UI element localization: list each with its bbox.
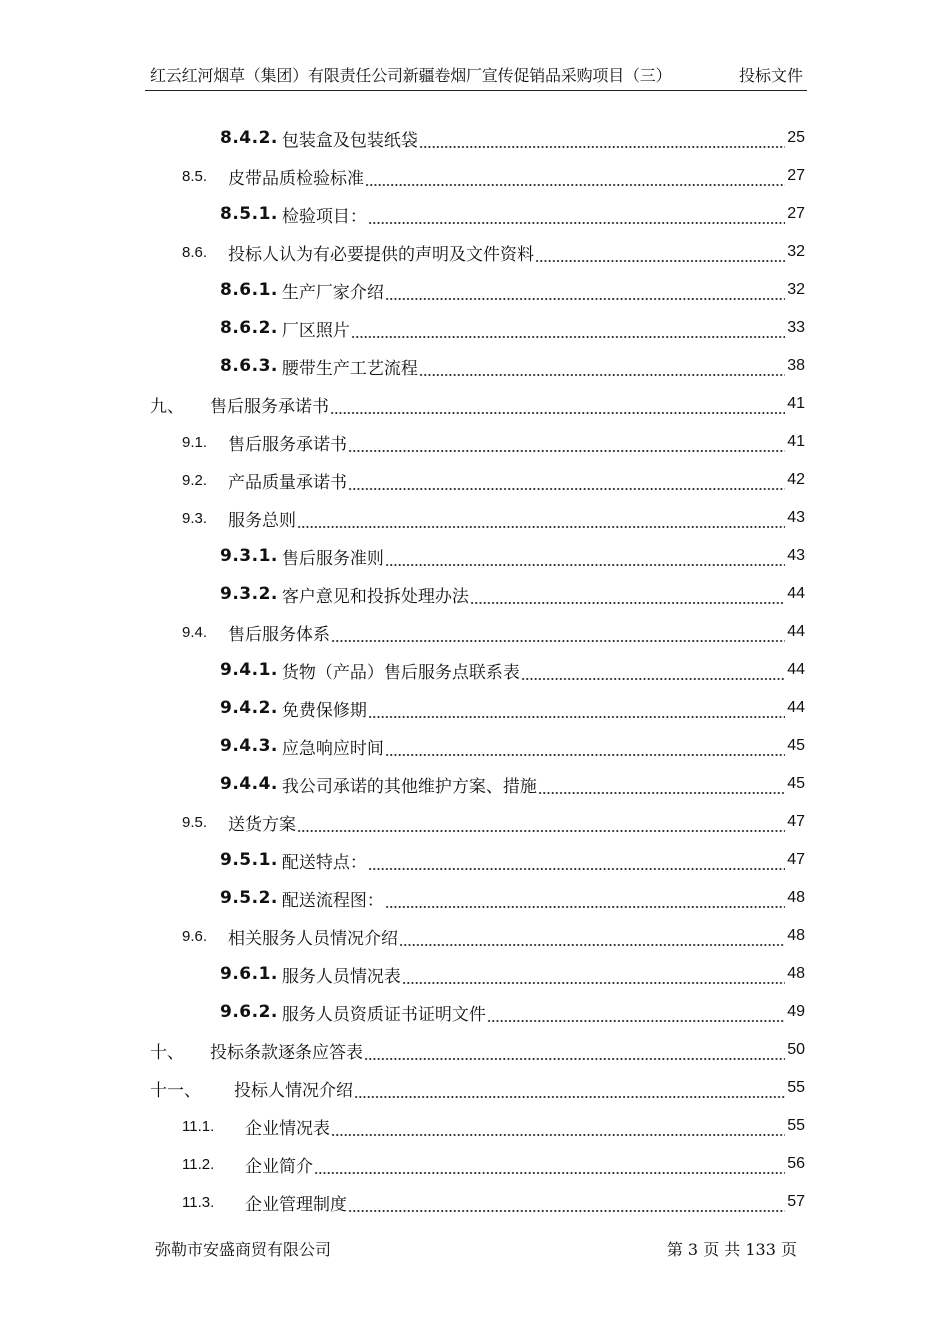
toc-entry-page: 32 [787, 281, 805, 298]
toc-entry-title: 服务人员情况表 [281, 966, 401, 987]
toc-entry-title: 相关服务人员情况介绍 [228, 928, 398, 949]
toc-entry[interactable] [220, 119, 805, 157]
toc-entry-page: 41 [787, 395, 805, 412]
toc-entry[interactable] [220, 689, 805, 727]
toc-leader-dots [297, 819, 785, 833]
toc-leader-dots [399, 933, 785, 947]
toc-entry[interactable] [150, 1069, 805, 1107]
header-title: 红云红河烟草（集团）有限责任公司新疆卷烟厂宣传促销品采购项目（三） [150, 66, 672, 85]
toc-entry-title: 检验项目： [281, 206, 367, 227]
toc-entry[interactable] [220, 575, 805, 613]
toc-entry-page: 27 [787, 205, 805, 222]
toc-entry-page: 47 [787, 851, 805, 868]
toc-entry-page: 48 [787, 927, 805, 944]
toc-entry-number: 9.2. [182, 471, 208, 489]
footer-company: 弥勒市安盛商贸有限公司 [155, 1240, 332, 1259]
toc-entry-title: 我公司承诺的其他维护方案、措施 [281, 776, 537, 797]
toc-entry[interactable] [220, 879, 805, 917]
toc-entry-page: 57 [787, 1193, 805, 1210]
toc-leader-dots [470, 591, 785, 605]
toc-leader-dots [535, 249, 785, 263]
toc-entry-title: 服务人员资质证书证明文件 [281, 1004, 486, 1025]
toc-entry-number: 9.1. [182, 433, 208, 451]
toc-entry[interactable] [182, 499, 805, 537]
toc-entry-title: 企业简介 [245, 1156, 313, 1177]
toc-entry-title: 投标人认为有必要提供的声明及文件资料 [228, 244, 534, 265]
toc-entry[interactable] [220, 993, 805, 1031]
toc-entry[interactable] [220, 727, 805, 765]
toc-entry-number: 9.4.4. [220, 774, 278, 794]
toc-entry-number: 9.3.1. [220, 546, 278, 566]
toc-leader-dots [314, 1161, 785, 1175]
toc-entry-page: 49 [787, 1003, 805, 1020]
toc-entry-page: 33 [787, 319, 805, 336]
toc-entry-title: 投标条款逐条应答表 [210, 1042, 363, 1063]
toc-entry-title: 腰带生产工艺流程 [281, 358, 418, 379]
toc-entry-page: 48 [787, 889, 805, 906]
toc-entry-number: 8.5.1. [220, 204, 278, 224]
toc-leader-dots [385, 743, 785, 757]
toc-entry-number: 8.6.1. [220, 280, 278, 300]
toc-entry-number: 9.4. [182, 623, 208, 641]
toc-leader-dots [330, 401, 785, 415]
toc-entry-number: 9.4.2. [220, 698, 278, 718]
toc-entry[interactable] [220, 651, 805, 689]
toc-leader-dots [351, 325, 785, 339]
toc-entry-page: 42 [787, 471, 805, 488]
toc-entry-title: 售后服务承诺书 [228, 434, 347, 455]
toc-entry-number: 9.4.1. [220, 660, 278, 680]
toc-entry-number: 9.6. [182, 927, 208, 945]
toc-entry-number: 9.5.2. [220, 888, 278, 908]
toc-entry[interactable] [220, 955, 805, 993]
toc-entry-title: 产品质量承诺书 [228, 472, 347, 493]
toc-entry-number: 9.5.1. [220, 850, 278, 870]
toc-entry[interactable] [150, 385, 805, 423]
toc-leader-dots [331, 1123, 785, 1137]
toc-entry-number: 11.2. [182, 1155, 215, 1173]
toc-entry-title: 送货方案 [228, 814, 296, 835]
toc-entry-page: 38 [787, 357, 805, 374]
toc-entry-number: 9.6.2. [220, 1002, 278, 1022]
toc-leader-dots [521, 667, 785, 681]
toc-entry-title: 企业管理制度 [245, 1194, 347, 1215]
toc-leader-dots [419, 363, 785, 377]
toc-entry[interactable] [182, 233, 805, 271]
toc-entry-page: 48 [787, 965, 805, 982]
toc-entry[interactable] [182, 613, 805, 651]
page-footer [155, 1238, 797, 1262]
header-doc-type: 投标文件 [738, 66, 803, 85]
toc-entry-page: 44 [787, 661, 805, 678]
toc-entry-page: 43 [787, 509, 805, 526]
toc-leader-dots [364, 1047, 785, 1061]
toc-entry-number: 8.6. [182, 243, 208, 261]
toc-leader-dots [297, 515, 785, 529]
toc-leader-dots [354, 1085, 785, 1099]
toc-leader-dots [365, 173, 785, 187]
toc-leader-dots [385, 895, 785, 909]
toc-leader-dots [402, 971, 785, 985]
toc-leader-dots [368, 857, 785, 871]
toc-entry-number: 9.3. [182, 509, 208, 527]
toc-entry-number: 9.6.1. [220, 964, 278, 984]
toc-leader-dots [348, 477, 785, 491]
toc-entry[interactable] [182, 803, 805, 841]
toc-entry[interactable] [220, 195, 805, 233]
toc-leader-dots [538, 781, 785, 795]
toc-leader-dots [331, 629, 785, 643]
toc-leader-dots [348, 439, 785, 453]
toc-leader-dots [368, 211, 785, 225]
toc-entry-number: 8.6.2. [220, 318, 278, 338]
toc-entry-page: 41 [787, 433, 805, 450]
toc-entry-title: 应急响应时间 [281, 738, 384, 759]
toc-leader-dots [487, 1009, 785, 1023]
toc-entry-page: 27 [787, 167, 805, 184]
toc-entry-page: 32 [787, 243, 805, 260]
toc-entry-title: 货物（产品）售后服务点联系表 [281, 662, 520, 683]
toc-leader-dots [419, 135, 785, 149]
toc-entry-number: 9.3.2. [220, 584, 278, 604]
toc-entry-title: 售后服务准则 [281, 548, 384, 569]
toc-entry-title: 厂区照片 [281, 320, 350, 341]
toc-entry-number: 8.5. [182, 167, 208, 185]
toc-entry[interactable] [220, 765, 805, 803]
toc-entry-title: 服务总则 [228, 510, 296, 531]
toc-entry-title: 售后服务承诺书 [210, 396, 329, 417]
toc-entry[interactable] [182, 423, 805, 461]
toc-entry-number: 9.4.3. [220, 736, 278, 756]
toc-entry-title: 生产厂家介绍 [281, 282, 384, 303]
toc-entry-title: 配送流程图： [281, 890, 384, 911]
toc-entry-title: 免费保修期 [281, 700, 367, 721]
toc-entry-page: 43 [787, 547, 805, 564]
toc-entry-page: 44 [787, 699, 805, 716]
toc-entry[interactable] [182, 1183, 805, 1221]
toc-entry-page: 45 [787, 737, 805, 754]
toc-leader-dots [385, 287, 785, 301]
toc-entry-number: 九、 [150, 396, 184, 417]
toc-entry-title: 配送特点： [281, 852, 367, 873]
toc-entry-page: 44 [787, 585, 805, 602]
toc-entry[interactable] [220, 841, 805, 879]
toc-entry[interactable] [220, 537, 805, 575]
toc-entry-title: 皮带品质检验标准 [228, 168, 364, 189]
toc-entry-number: 8.4.2. [220, 128, 278, 148]
toc-leader-dots [368, 705, 785, 719]
toc-entry[interactable] [220, 271, 805, 309]
toc-entry[interactable] [182, 461, 805, 499]
toc-entry-page: 50 [787, 1041, 805, 1058]
toc-entry-page: 45 [787, 775, 805, 792]
toc-entry-number: 11.3. [182, 1193, 215, 1211]
toc-entry-number: 十一、 [150, 1080, 201, 1101]
page-header [145, 62, 807, 91]
toc-entry[interactable] [220, 347, 805, 385]
toc-entry-page: 55 [787, 1117, 805, 1134]
toc-leader-dots [385, 553, 785, 567]
toc-entry-page: 47 [787, 813, 805, 830]
toc-entry[interactable] [182, 1145, 805, 1183]
toc-entry-number: 8.6.3. [220, 356, 278, 376]
toc-leader-dots [348, 1199, 785, 1213]
toc-entry-page: 56 [787, 1155, 805, 1172]
toc-entry-title: 包装盒及包装纸袋 [281, 130, 418, 151]
toc-entry-number: 11.1. [182, 1117, 215, 1135]
toc-entry-number: 十、 [150, 1042, 184, 1063]
toc-entry[interactable] [182, 157, 805, 195]
toc-entry-page: 55 [787, 1079, 805, 1096]
toc-entry-title: 投标人情况介绍 [234, 1080, 353, 1101]
toc-entry[interactable] [220, 309, 805, 347]
toc-entry[interactable] [150, 1031, 805, 1069]
toc-entry-page: 44 [787, 623, 805, 640]
toc-entry[interactable] [182, 1107, 805, 1145]
toc-entry-page: 25 [787, 129, 805, 146]
footer-page-info: 第 3 页 共 133 页 [666, 1240, 797, 1259]
toc-entry-title: 客户意见和投拆处理办法 [281, 586, 469, 607]
toc-entry[interactable] [182, 917, 805, 955]
toc-entry-number: 9.5. [182, 813, 208, 831]
toc-entry-title: 企业情况表 [245, 1118, 330, 1139]
toc-entry-title: 售后服务体系 [228, 624, 330, 645]
